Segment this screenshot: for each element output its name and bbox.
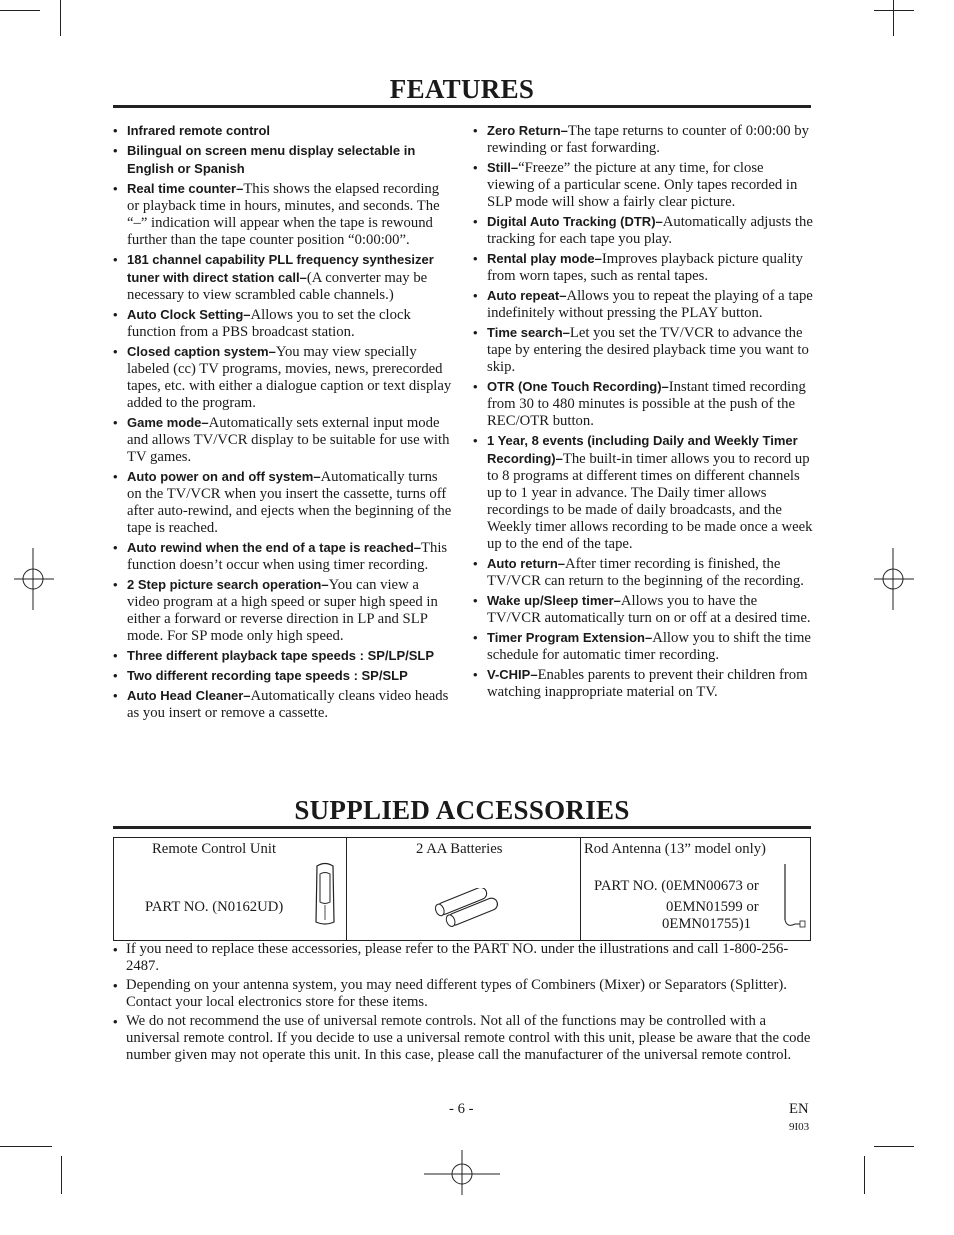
antenna-part-2: 0EMN01599 or	[666, 899, 759, 915]
feature-text: Allows you to repeat the playing of a tape indefinitely without pressing the PLAY button.	[487, 288, 813, 321]
feature-lead: Real time counter–	[127, 181, 244, 196]
page-number: - 6 -	[449, 1101, 474, 1117]
batteries-name: 2 AA Batteries	[416, 841, 503, 857]
feature-text: After timer recording is finished, the TV/VCR can return to the beginning of the recording.	[487, 556, 804, 589]
feature-item	[113, 414, 453, 466]
feature-text: Let you set the TV/VCR to advance the tape by entering the desired playback time you want to skip.	[487, 325, 809, 375]
feature-item	[473, 122, 813, 157]
feature-lead: Infrared remote control	[127, 123, 271, 138]
feature-item	[473, 378, 813, 430]
feature-text: The built-in timer allows you to record up to 8 programs at different times on different channels up to 1 year in advance. The Daily timer allows recordings to be made of daily broadcasts, and the Weekly timer allows recording to be made once a week up to the end of the tape.	[487, 451, 813, 552]
antenna-part-3: 0EMN01755)1	[662, 916, 751, 932]
batteries-icon	[429, 888, 503, 928]
feature-lead: Auto rewind when the end of a tape is reached–	[127, 540, 421, 555]
feature-item	[113, 539, 453, 574]
feature-text: Automatically cleans video heads as you insert or remove a cassette.	[127, 688, 449, 721]
features-rule	[113, 105, 811, 108]
feature-lead: Two different recording tape speeds : SP/SLP	[127, 668, 408, 683]
feature-text: Instant timed recording from 30 to 480 minutes is possible at the push of the REC/OTR button.	[487, 379, 806, 429]
rod-antenna-icon	[779, 862, 809, 934]
feature-text: Automatically turns on the TV/VCR when you insert the cassette, turns off after auto-rewind, and ejects when the beginning of the tape is reached.	[127, 469, 452, 536]
feature-text: Allow you to shift the time schedule for automatic timer recording.	[487, 630, 811, 663]
feature-item	[113, 576, 453, 645]
feature-lead: Auto Head Cleaner–	[127, 688, 251, 703]
features-title: FEATURES	[389, 74, 535, 104]
registration-mark-right	[868, 548, 918, 610]
feature-lead: Closed caption system–	[127, 344, 276, 359]
feature-text: Allows you to set the clock function from a PBS broadcast station.	[127, 307, 411, 340]
feature-item	[473, 287, 813, 322]
language-code: EN	[789, 1101, 809, 1117]
feature-text: Automatically sets external input mode and allows TV/VCR display to be suitable for use with TV games.	[127, 415, 450, 465]
antenna-name: Rod Antenna (13” model only)	[584, 841, 766, 857]
accessory-notes	[113, 941, 811, 1066]
document-code: 9I03	[789, 1121, 810, 1133]
feature-item	[473, 629, 813, 664]
feature-text: You can view a video program at a high speed or super high speed in either a forward or reverse direction in LP and SLP mode. For SP mode only high speed.	[127, 577, 438, 644]
feature-lead: Auto power on and off system–	[127, 469, 321, 484]
feature-text: This shows the elapsed recording or playback time in hours, minutes, and seconds. The “–” indication will appear when the tape is rewound further than the tape counter position “0:00:00”.	[127, 181, 440, 248]
feature-item	[473, 432, 813, 553]
feature-lead: Auto Clock Setting–	[127, 307, 251, 322]
feature-lead: Three different playback tape speeds : SP/LP/SLP	[127, 648, 435, 663]
registration-mark-left	[10, 548, 60, 610]
feature-item	[113, 667, 453, 685]
remote-part: PART NO. (N0162UD)	[145, 899, 284, 915]
antenna-part-1: PART NO. (0EMN00673 or	[594, 878, 759, 894]
feature-lead: Time search–	[487, 325, 570, 340]
feature-text: The tape returns to counter of 0:00:00 by rewinding or fast forwarding.	[487, 123, 809, 156]
note-item: • If you need to replace these accessories, please refer to the PART NO. under the illustrations and call 1-800-256-2487.	[113, 941, 811, 975]
registration-mark-bottom	[424, 1150, 500, 1195]
feature-item	[113, 122, 453, 140]
feature-text: Improves playback picture quality from worn tapes, such as rental tapes.	[487, 251, 803, 284]
feature-item	[473, 324, 813, 376]
feature-item	[113, 647, 453, 665]
remote-control-icon	[312, 862, 338, 928]
feature-lead: Rental play mode–	[487, 251, 602, 266]
feature-text: You may view specially labeled (cc) TV programs, movies, news, prerecorded tapes, etc. with either a dialogue caption or text display added to the program.	[127, 344, 452, 411]
feature-item	[113, 142, 453, 178]
feature-lead: 1 Year, 8 events (including Daily and Weekly Timer Recording)–	[487, 433, 798, 466]
feature-lead: Timer Program Extension–	[487, 630, 653, 645]
accessories-rule	[113, 826, 811, 829]
feature-item	[113, 251, 453, 304]
feature-lead: Wake up/Sleep timer–	[487, 593, 621, 608]
antenna-cell	[581, 838, 811, 941]
feature-lead: Bilingual on screen menu display selectable in English or Spanish	[127, 143, 416, 176]
feature-item	[113, 687, 453, 722]
feature-lead: Auto repeat–	[487, 288, 567, 303]
feature-lead: Auto return–	[487, 556, 565, 571]
feature-item	[113, 468, 453, 537]
feature-lead: OTR (One Touch Recording)–	[487, 379, 669, 394]
note-item: • Depending on your antenna system, you may need different types of Combiners (Mixer) or Separators (Splitter). Contact your local electronics store for these items.	[113, 977, 811, 1011]
feature-lead: Still–	[487, 160, 519, 175]
batteries-cell	[347, 838, 581, 941]
note-item: • We do not recommend the use of universal remote controls. Not all of the functions may be controlled with a universal remote control. If you decide to use a universal remote control with this unit, please be aware that the code number given may not operate this unit. In this case, please call the manufacturer of the universal remote control.	[113, 1013, 811, 1064]
feature-lead: 181 channel capability PLL frequency synthesizer tuner with direct station call–	[127, 252, 434, 285]
feature-item	[113, 180, 453, 249]
features-right-column	[473, 122, 813, 703]
feature-item	[473, 555, 813, 590]
accessories-title: SUPPLIED ACCESSORIES	[294, 795, 630, 825]
feature-text: (A converter may be necessary to view scrambled cable channels.)	[127, 270, 428, 303]
feature-text: Enables parents to prevent their children from watching inappropriate material on TV.	[487, 667, 808, 700]
feature-item	[473, 213, 813, 248]
feature-lead: 2 Step picture search operation–	[127, 577, 329, 592]
feature-text: “Freeze” the picture at any time, for close viewing of a particular scene. Only tapes recorded in SLP mode will show a fairly clear picture.	[487, 160, 798, 210]
feature-text: Automatically adjusts the tracking for each tape you play.	[487, 214, 813, 247]
feature-text: This function doesn’t occur when using timer recording.	[127, 540, 448, 573]
feature-lead: V-CHIP–	[487, 667, 538, 682]
accessories-table	[113, 837, 811, 941]
features-left-column	[113, 122, 453, 724]
feature-lead: Digital Auto Tracking (DTR)–	[487, 214, 663, 229]
feature-lead: Zero Return–	[487, 123, 568, 138]
feature-item	[113, 306, 453, 341]
feature-lead: Game mode–	[127, 415, 209, 430]
feature-item	[473, 159, 813, 211]
remote-cell	[114, 838, 347, 941]
feature-item	[473, 592, 813, 627]
feature-item	[473, 250, 813, 285]
feature-item	[113, 343, 453, 412]
remote-name: Remote Control Unit	[152, 841, 277, 857]
feature-text: Allows you to have the TV/VCR automatically turn on or off at a desired time.	[487, 593, 811, 626]
feature-item	[473, 666, 813, 701]
